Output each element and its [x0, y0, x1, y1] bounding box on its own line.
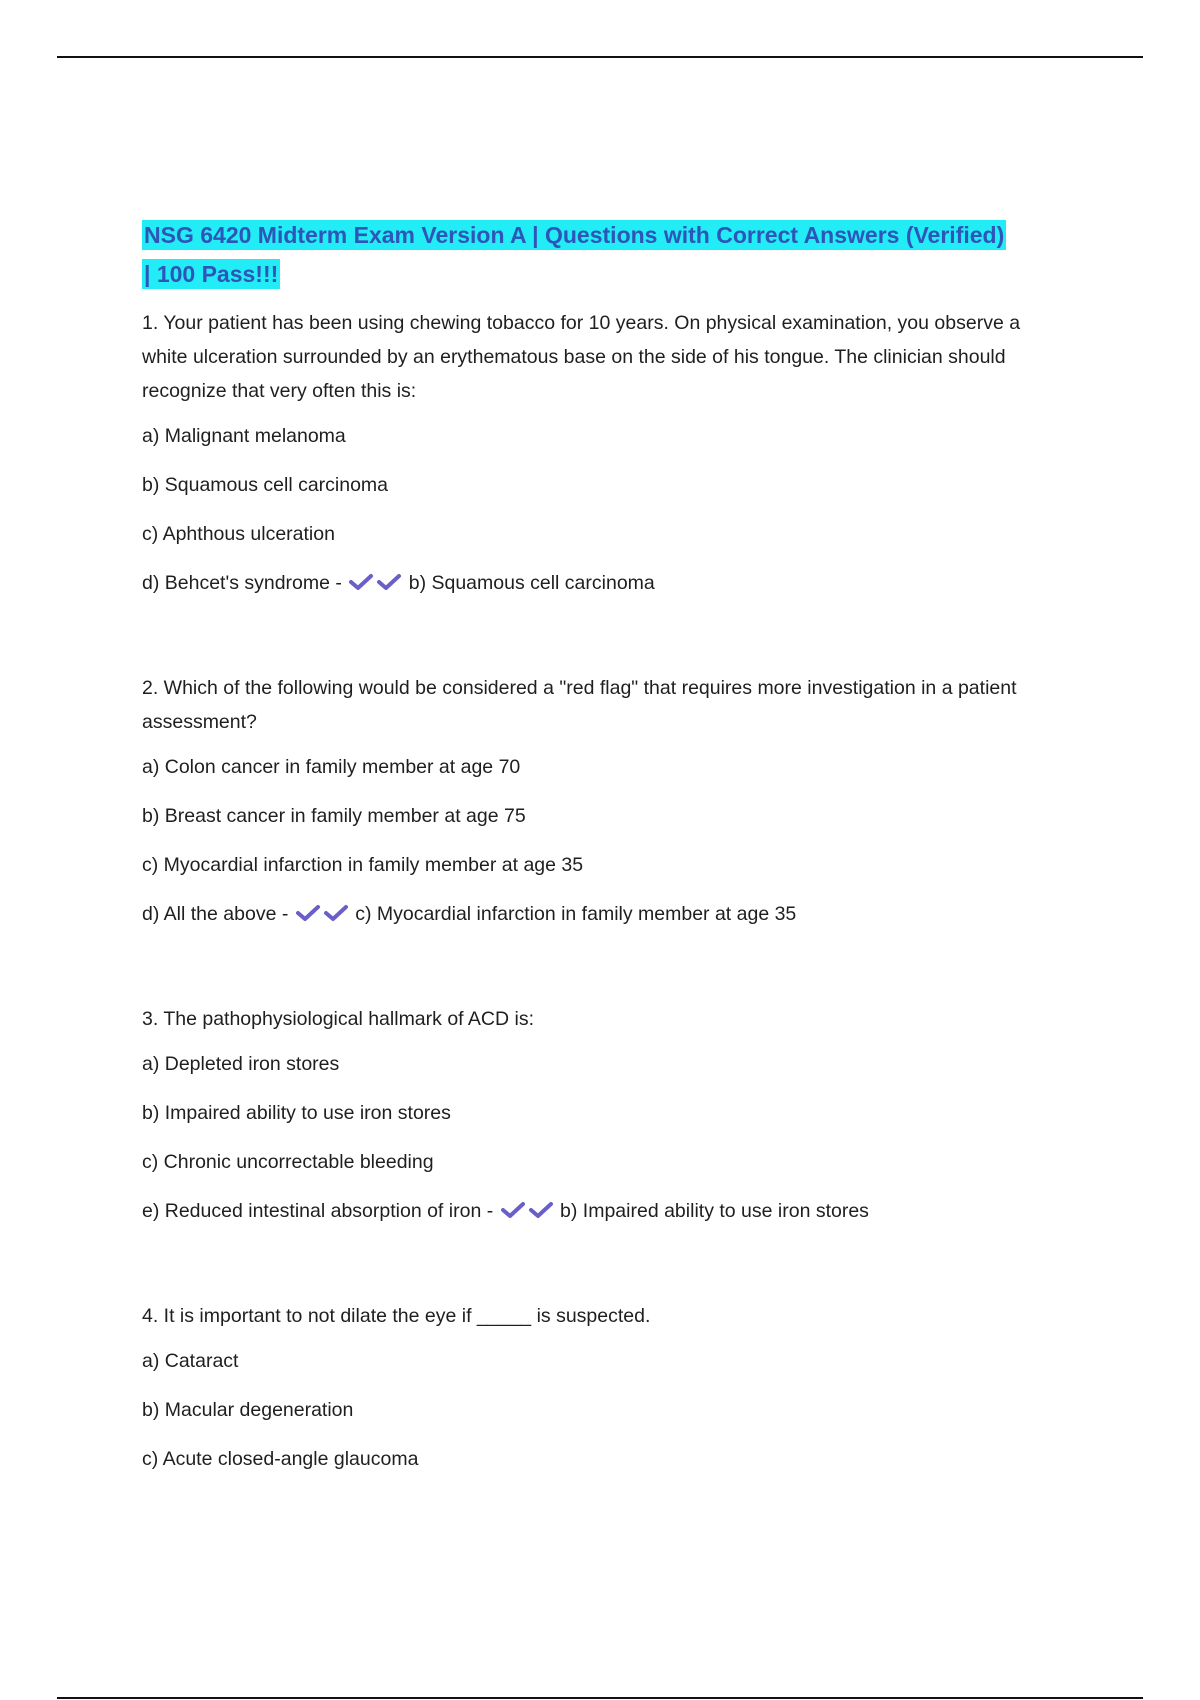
check-icon: [499, 1200, 527, 1220]
option: c) Chronic uncorrectable bleeding: [142, 1151, 434, 1173]
option: a) Cataract: [142, 1350, 239, 1372]
question-stem: 3. The pathophysiological hallmark of ACD is:: [142, 1008, 535, 1030]
title-line-1: NSG 6420 Midterm Exam Version A | Questions with Correct Answers (Verified): [144, 222, 1005, 248]
option: a) Malignant melanoma: [142, 425, 346, 447]
check-icon: [294, 903, 322, 923]
document-body: [142, 216, 1062, 1492]
option: b) Breast cancer in family member at age 75: [142, 805, 526, 827]
option: c) Acute closed-angle glaucoma: [142, 1448, 419, 1470]
option: b) Impaired ability to use iron stores: [142, 1102, 451, 1124]
option: c) Myocardial infarction in family member at age 35: [142, 854, 584, 876]
question-2: [142, 671, 1062, 928]
option: a) Depleted iron stores: [142, 1053, 340, 1075]
question-stem: 2. Which of the following would be considered a "red flag" that requires more investigation in a patient assessment?: [142, 677, 1017, 733]
option-with-answer: [142, 900, 1062, 928]
check-icon: [322, 903, 350, 923]
option-with-answer: [142, 1197, 1062, 1225]
check-icon: [347, 572, 375, 592]
check-icon: [375, 572, 403, 592]
option: b) Squamous cell carcinoma: [142, 474, 389, 496]
question-4: [142, 1299, 1062, 1473]
check-icon: [527, 1200, 555, 1220]
option-text: d) Behcet's syndrome -: [142, 572, 342, 594]
option-with-answer: [142, 569, 1062, 597]
footer-rule: [57, 1697, 1143, 1699]
option: c) Aphthous ulceration: [142, 523, 335, 545]
answer-text: b) Squamous cell carcinoma: [408, 572, 655, 594]
option: b) Macular degeneration: [142, 1399, 354, 1421]
question-3: [142, 1002, 1062, 1225]
answer-text: c) Myocardial infarction in family member at age 35: [355, 903, 797, 925]
question-stem: 1. Your patient has been using chewing tobacco for 10 years. On physical examination, you observe a white ulceration surrounded by an erythematous base on the side of his tongue. The clinician should recognize that very often this is:: [142, 312, 1021, 402]
option-text: e) Reduced intestinal absorption of iron -: [142, 1200, 494, 1222]
question-1: [142, 306, 1062, 597]
option: a) Colon cancer in family member at age 70: [142, 756, 521, 778]
question-stem: 4. It is important to not dilate the eye if _____ is suspected.: [142, 1305, 651, 1327]
option-text: d) All the above -: [142, 903, 289, 925]
title-line-2: | 100 Pass!!!: [144, 261, 279, 287]
header-rule: [57, 56, 1143, 58]
answer-text: b) Impaired ability to use iron stores: [560, 1200, 869, 1222]
document-title: [142, 216, 1062, 294]
